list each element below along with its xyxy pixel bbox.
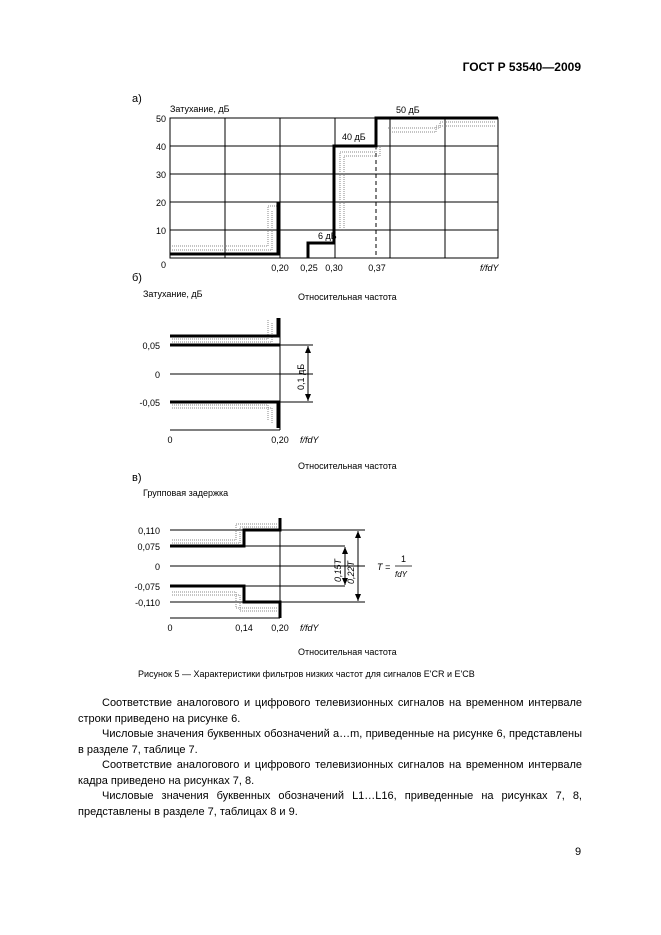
panel-b-label: б)	[132, 272, 142, 284]
paragraph-text: Соответствие аналогового и цифрового телевизионных сигналов на временном интервале кадра приведено на рисунках 7, 8.	[78, 759, 582, 787]
panel-c-ytick: 0,075	[137, 542, 160, 552]
panel-a-annot-6db: 6 дБ	[318, 231, 337, 241]
panel-a-ytick: 40	[155, 142, 166, 152]
panel-b-dim-label: 0,1 дБ	[296, 363, 306, 390]
document-header: ГОСТ Р 53540—2009	[462, 60, 581, 74]
panel-c-dim-inner-label: 0,15T	[333, 558, 343, 582]
panel-a-annot-40db: 40 дБ	[342, 132, 366, 142]
panel-b-xtick: 0	[167, 435, 173, 445]
paragraph-text: Числовые значения буквенных обозначений L1…L16, приведенные на рисунках 7, 8, представлены в разделе 7, таблицах 8 и 9.	[78, 790, 582, 818]
panel-b-xtick: 0,20	[271, 435, 289, 445]
panel-a-xtick: 0,30	[325, 263, 343, 273]
panel-a-xtick: 0,37	[368, 263, 386, 273]
panel-b-top-caption: Относительная частота	[298, 292, 397, 302]
panel-a-ytick: 0	[160, 260, 166, 270]
panel-a-xtick: 0,20	[271, 263, 289, 273]
page-number: 9	[575, 846, 582, 858]
paragraph	[78, 696, 582, 727]
panel-c-formula-den: fdY	[395, 570, 408, 579]
panel-c-mask	[170, 518, 280, 618]
panel-b-dim-arrow-down	[305, 394, 311, 401]
panel-c-ylabel: Групповая задержка	[143, 488, 229, 498]
paragraph	[78, 758, 582, 789]
panel-c-formula-lhs: T =	[377, 562, 391, 572]
panel-c-bottom-caption: Относительная частота	[298, 647, 397, 657]
panel-b-ytick: 0	[154, 370, 160, 380]
panel-c-ytick: -0,110	[135, 598, 160, 608]
figure-caption: Рисунок 5 — Характеристики фильтров низких частот для сигналов E'CR и E'CB	[138, 669, 475, 679]
panel-c-xtick: 0	[167, 623, 173, 633]
panel-a-ylabel: Затухание, дБ	[170, 104, 230, 114]
panel-c-xtick: 0,14	[235, 623, 253, 633]
panel-c-ytick: 0,110	[138, 526, 160, 536]
panel-b-ytick: 0,05	[142, 341, 160, 351]
paragraph	[78, 789, 582, 820]
panel-a-xtick: 0,25	[300, 263, 318, 273]
panel-a-ytick: 50	[155, 114, 166, 124]
panel-a-ytick: 20	[155, 198, 166, 208]
paragraph	[78, 727, 582, 758]
panel-b-xlabel: f/fdY	[300, 435, 319, 445]
panel-a-xlabel: f/fdY	[480, 263, 499, 273]
panel-a-annot-50db: 50 дБ	[396, 105, 420, 115]
panel-c-ytick: 0	[154, 562, 160, 572]
panel-c-xlabel: f/fdY	[300, 623, 319, 633]
panel-b-ylabel: Затухание, дБ	[143, 289, 203, 299]
panel-b-mask	[170, 318, 280, 428]
panel-b-ytick: -0,05	[139, 398, 160, 408]
paragraph-text: Числовые значения буквенных обозначений a…m, приведенные на рисунке 6, представлены в разделе 7, таблице 7.	[78, 728, 582, 756]
panel-c-formula-num: 1	[401, 554, 407, 564]
panel-c-shading	[172, 524, 278, 611]
panel-a-ytick: 10	[155, 226, 166, 236]
panel-b-dim-arrow-up	[305, 346, 311, 353]
panel-b-bottom-caption: Относительная частота	[298, 461, 397, 471]
panel-a-ytick: 30	[155, 170, 166, 180]
panel-c-ytick: -0,075	[134, 582, 160, 592]
panel-a-label: а)	[132, 93, 142, 105]
panel-c-label: в)	[132, 472, 142, 484]
panel-c-xtick: 0,20	[271, 623, 289, 633]
paragraph-text: Соответствие аналогового и цифрового телевизионных сигналов на временном интервале строки приведено на рисунке 6.	[78, 697, 582, 725]
panel-c-dim-outer-label: 0,22T	[346, 560, 356, 584]
